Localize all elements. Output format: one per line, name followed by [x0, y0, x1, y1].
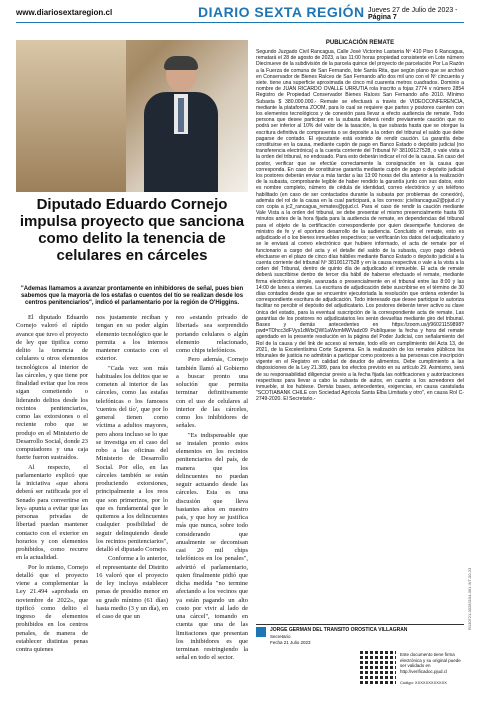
article-column-3	[176, 314, 248, 664]
page-header	[0, 0, 480, 40]
paragraph: "Es indispensable que se instalen pronto estos elementos en los recintos penitenciarios del país, de manera que los delincuentes no puedan seguir actuando desde las cárceles. Esta es una discusión que lleva bastantes años en nuestro país, y que hoy se justifica más que nunca, sobre todo considerando que anualmente se decomisan casi 20 mil chips telefónicos en los penales", advirtió el parlamentario, quien finalmente pidió que dicha medida "no termine afectando a los vecinos que ya están pagando un alto costo por vivir al lado de una cárcel", tomando en cuenta que una de las limitaciones que presentan los inhibidores es que terminan restringiendo la señal en todo el sector.	[176, 431, 248, 662]
signature-block	[256, 624, 464, 647]
notice-title: PUBLICACIÓN REMATE	[325, 40, 395, 46]
paragraph: Conforme a lo anterior, el representante del Distrito 16 valoró que el proyecto de ley incluya establecer penas de presidio menor en su grado mínimo (61 días) hasta medio (3 y un día), en el caso de que un	[96, 555, 168, 620]
photo-hair	[164, 56, 198, 70]
qr-code-overlay	[360, 650, 396, 686]
verification-box	[360, 650, 464, 692]
article-column-2	[96, 314, 168, 622]
paragraph: Por lo mismo, Cornejo detalló que el proyecto viene a complementar la Ley 21.494 «aprobada en noviembre de 2022», que tipificó como delito el ingreso de elementos prohibidos en los centros penales, de manera de establecer distintas penas contra quienes	[16, 563, 88, 653]
issue-date	[368, 7, 480, 21]
paragraph: El diputado Eduardo Cornejo valoró el rápido avance que tuvo el proyecto de ley que tipifica como delito la tenencia de celulares u otros elementos tecnológicos al interior de las cárceles, y que tiene por finalidad evitar que los reos sigan cometiendo o liderando delitos desde los recintos penitenciarios, como las extorsiones o el reciente robo que se produjo en el Ministerio de Desarrollo Social, donde 23 computadores y una caja fuerte fueron sustraídos.	[16, 314, 88, 462]
photo-background	[16, 40, 126, 192]
paragraph: nos justamente reciban y tengan en su poder algún elemento tecnológico que le permita a los internos mantener contacto con el exterior.	[96, 314, 168, 363]
photo-tie	[178, 98, 184, 132]
signer-role: Secretario	[270, 634, 291, 639]
paragraph: Pero además, Cornejo también llamó al Gobierno a buscar pronto una solución que permita terminar definitivamente con el uso de celulares al interior de las cárceles, como los inhibidores de señales.	[176, 356, 248, 430]
date-text: Jueves 27 de Julio de 2023 -	[368, 7, 458, 14]
signature-date: Fecha 21 Julio 2023	[270, 640, 311, 645]
article-photo	[16, 40, 248, 192]
newspaper-masthead: DIARIO SEXTA REGIÓN	[198, 4, 365, 20]
signer-name: JORGE GERMAN DEL TRANSITO OROSTICA VILLAGRAN	[270, 627, 408, 633]
side-code-text: R130721-00283104-001 INT-00-23	[467, 567, 472, 630]
article-headline: Diputado Eduardo Cornejo impulsa proyecto que sanciona como delito la tenencia de celulares en cárceles	[19, 196, 245, 264]
site-url: www.diariosextaregion.cl	[16, 8, 113, 17]
side-margin-code	[467, 430, 475, 630]
verification-text: Este documento tiene firma electrónica y su original puede ser validado en http://verificadoc.pjud.cl	[400, 652, 461, 674]
paragraph: "Cada vez son más habituales los delitos que se cometen al interior de las cárceles, como las estafas telefónicas o los famosos 'cuentos del tío', que por lo general tienen como víctima a adultos mayores, pero ahora incluso se lo que se investiga en el caso del robo a las oficinas del Ministerio de Desarrollo Social. Por ello, en las cárceles también se están produciendo extorsiones, principalmente a los reos que son primerizos, por lo que es fundamental que le quitemos a los delincuentes cualquier posibilidad de seguir delinquiendo desde los recintos penitenciarios", detalló el diputado Cornejo.	[96, 364, 168, 553]
article-column-1	[16, 314, 88, 655]
page-number: Página 7	[368, 14, 397, 21]
header-rule	[16, 22, 464, 23]
verification-code: Código: XXXXXXXXXXXX	[400, 680, 447, 685]
paragraph: reo «estando privado de libertad» sea sorprendido portando celulares o algún elemento relacionado, como chips telefónicos.	[176, 314, 248, 354]
signature-seal-icon	[256, 627, 266, 637]
notice-body: Segundo Juzgado Civil Rancagua, Calle José Victorino Lastarria Nº 410 Piso 6 Rancagua, rematará el 28 de agosto de 2023, a las 11:00 horas propiedad consistente en Lote número Diecinueve de la subdivisión de la parcela quince del proyecto de parcelación Por La Razón a la Fuerza de comuna de San Fernando, lote Santa Rita, que según plano que se archivó en Conservador de Bienes Raíces de San Fernando año dos mil uno con el Nº cincuenta y siete. tiene una superficie aproximada de cinco mil cuarenta metros cuadrados. Dominio a nombre de JUAN RICARDO OVALLE URRUTIA rola inscrito a fojas 2774 v número 2854 Registro de Propiedad Conservador Bienes Raíces San Fernando año 2010. Mínimo Subasta $ 380.000.000.- Remate se efectuará a través de VIDEOCONFERENCIA, mediante la plataforma ZOOM, para lo cual se requiere que partes y postores cuenten con los elementos tecnológicos y de conexión para llevar a efecto audiencia de remate. Todo persona que desee participar en la subasta deberá rendir previamente caución que no podrá ser inferior al 10% del valor de la tasación, la que subasta hasta que se otorgue la escritura definitiva de compraventa o se deposite a la orden del tribunal el saldo que debe pagarse de contado. El ejecutante está eximido de rendir caución. La garantía debe constituirse en la causa, mediante cupón de pago en Banco Estado o depósito judicial (no transferencia electrónica) a la cuenta corriente del Tribunal Nº 38100127528, o vale vista a la orden del tribunal, no endosado. Para esto deberán indicar el rol de la causa. En caso del postor, verificar que se efectúe correctamente la consignación en la causa que corresponda. En caso de constituirse garantía mediante cupón de pago o depósito judicial los postores deberán enviar a más tardar a las 13:00 horas del día anterior a la realización de la subasta, comprobante legible de haber rendido la garantía junto con sus datos, esto es nombre completo, número de cédula de identidad, correo electrónico y un teléfono habilitado (en caso de ser contactados durante la subasta por problemas de conexión), además del rol de la causa en la cual participará, a los correos: jcivilrancagua2@pjud.cl y con copia a jc2_rancagua_remates@pjud.cl. Para el caso de rendir la caución mediante Vale Vista a la orden del tribunal, se debe presentar el mismo presencialmente hasta 90 minutos antes de la hora fijada para la audiencia de remate, en dependencias del tribunal para el objeto de la certificación correspondiente por quien desempeñe funciones de ministro de fe y el oportuno desarrollo de la audiencia. Concluido el remate, esto es adjudicado el o los bienes inmuebles respectivos; se verificarán los datos del adjudicatario y se le enviará al correo electrónico que hubiere informado, el acta de remate por el funcionario a cargo del acta y el detalle del saldo de la subasta, cuyo pago deberá efectuarse en el plazo de cinco días hábiles mediante Banco Estado o depósito judicial a la cuenta corriente del tribunal Nº 38100127528 y en la causa respectiva o vale a la vista a la orden del Tribunal, dentro de quinto día de adjudicado el inmueble. El acta de remate deberá suscribirse dentro de tercer día hábil de haberse efectuado el remate, mediante firma electrónica simple, avanzada o presencialmente en el tribunal entre las 8:00 y las 14:00 de lunes a viernes. La escritura de adjudicación debe suscribirse en el término de 30 días contados desde que se encuentre ejecutoriada la resolución que ordena extender la correspondiente escritura de adjudicación. Todo interesado que desee participar lo autoriza facilitar no percibir el depósito del adjudicatario. Los postores deberán tener activo su clave única del estado, para la eventual suscripción de la correspondiente acta de remate. Las garantías de los postores no adjudicatarios les serán devueltas mediante giro del tribunal. Bases y demás antecedentes en https://zoom.us/j/96021159898?pwd=TDhcc3dFVys1dWtxQWl1aWxmMWVadz09 Publíquese la fecha y hora del remate agendado en la presente resolución en la página del Poder Judicial, con señalamiento del Rol de la causa y del link de acceso al remate, todo ello en cumplimiento del Acta 13, de 2021, de la Excelentísima Corte Suprema. En la realización de los remates públicos los tribunales de justicia no admitirán a participar como postores a las personas con inscripción vigente en el Registro en calidad de deudor de alimentos. Debe cumplimiento a las disposiciones de la Ley 21.389, para los efectos previsto en su artículo 29. Asimismo, será de su responsabilidad diligenciar previo a la fecha fijada las notificaciones y autorizaciones respectivas para llevar a cabo la subasta de autos, en cuanto a los acreedores del inmueble, si los hubiese. Demás bases, antecedentes, exigencias, en causa caratulada "SCOTIABANK CHILE con Sociedad Agrícola Santa Elba Limitada y otro", en causa Rol C-2749-2020. El Secretario.-	[256, 49, 464, 403]
photo-person	[144, 58, 218, 192]
legal-notice	[256, 40, 464, 620]
paragraph: Al respecto, el parlamentario explicó que la iniciativa «que ahora deberá ser ratificada por el Senado para convertirse en ley» apunta a evitar que las personas privadas de libertad puedan mantener contacto con el exterior en horarios y con elementos prohibidos, como recurre en la actualidad.	[16, 463, 88, 562]
article-lead: "Ademas llamamos a avanzar prontamente en inhibidores de señal, pues bien sabemos que la mayoría de los estafas o cuentos del tío se realizan desde los centros penitenciarios", indicó el parlamentario por la región de O'Higgins.	[20, 286, 244, 306]
